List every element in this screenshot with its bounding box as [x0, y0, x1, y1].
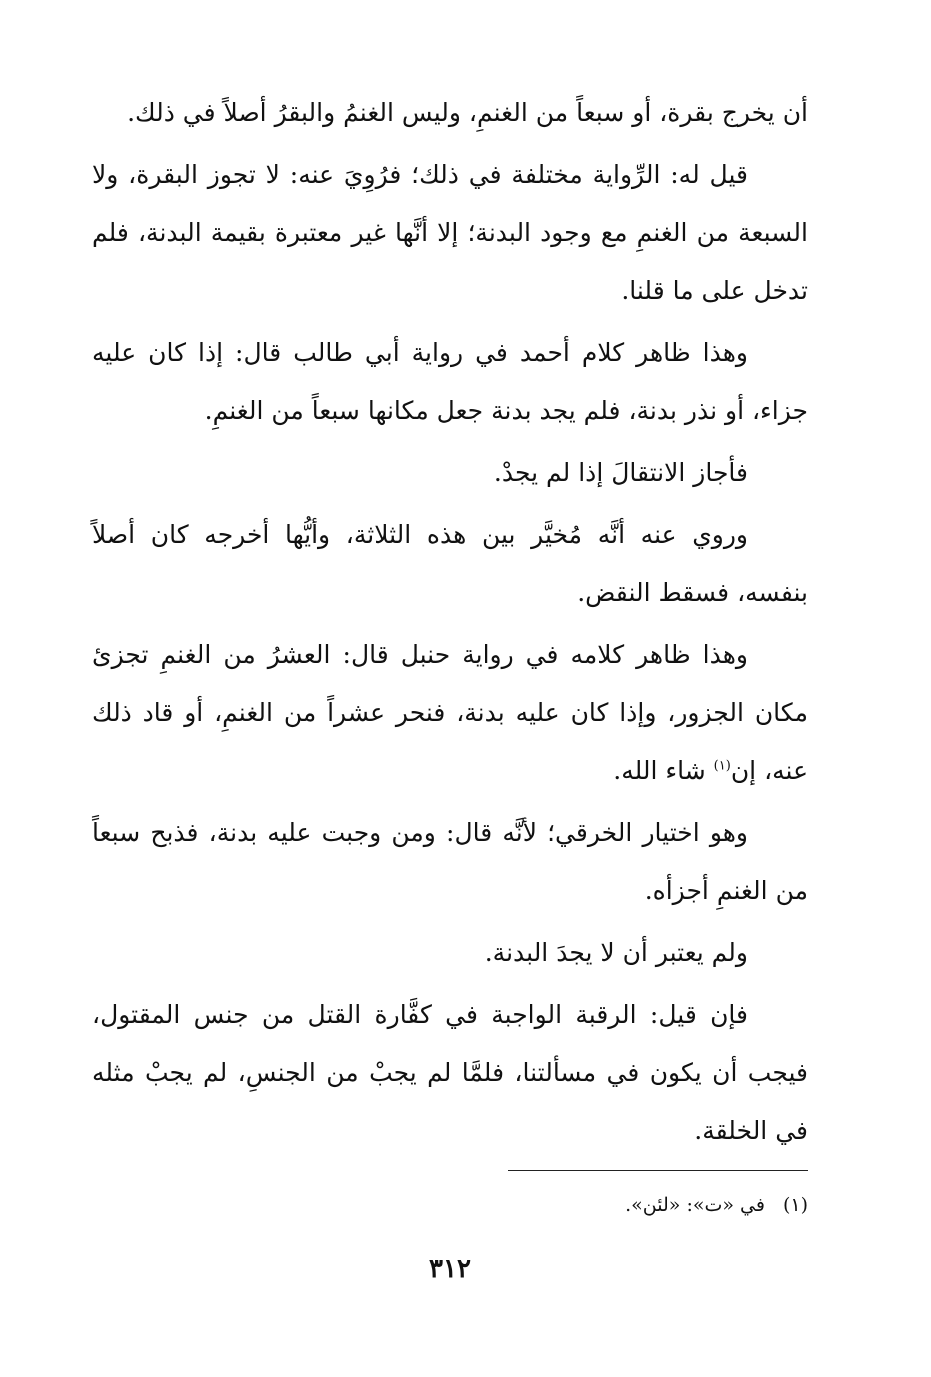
footnote-number: (١)	[782, 1194, 808, 1216]
footnote-reference[interactable]: (١)	[713, 758, 731, 774]
paragraph-6-text: وهذا ظاهر كلامه في رواية حنبل قال: العشرُ من الغنمِ تجزئ مكان الجزور، وإذا كان عليه بدنة، فنحر عشراً من الغنمِ، أو قاد ذلك عنه، إن	[92, 640, 808, 785]
paragraph-4: فأجاز الانتقالَ إذا لم يجدْ.	[493, 458, 748, 487]
paragraph-3: وهذا ظاهر كلام أحمد في رواية أبي طالب قال: إذا كان عليه جزاء، أو نذر بدنة، فلم يجد بدنة جعل مكانها سبعاً من الغنمِ.	[92, 338, 808, 425]
footnote	[92, 1188, 808, 1222]
footnote-divider	[508, 1170, 808, 1171]
paragraph-6	[92, 626, 808, 800]
paragraph-8: ولم يعتبر أن لا يجدَ البدنة.	[484, 938, 748, 967]
footnote-text: في «ت»: «لئن».	[625, 1194, 765, 1216]
page-number: ٣١٢	[429, 1254, 471, 1284]
paragraph-6-tail: شاء الله.	[613, 756, 706, 785]
paragraph-9: فإن قيل: الرقبة الواجبة في كفَّارة القتل من جنس المقتول، فيجب أن يكون في مسألتنا، فلمَّا لم يجبْ من الجنسِ، لم يجبْ مثله في الخلقة.	[92, 1000, 808, 1145]
paragraph-2: قيل له: الرِّواية مختلفة في ذلك؛ فرُوِيَ عنه: لا تجوز البقرة، ولا السبعة من الغنمِ مع وجود البدنة؛ إلا أنَّها غير معتبرة بقيمة البدنة، فلم تدخل على ما قلنا.	[92, 160, 808, 305]
main-text	[92, 84, 808, 1160]
paragraph-1: أن يخرج بقرة، أو سبعاً من الغنمِ، وليس الغنمُ والبقرُ أصلاً في ذلك.	[127, 98, 808, 127]
document-page	[92, 84, 808, 1304]
paragraph-7: وهو اختيار الخرقي؛ لأنَّه قال: ومن وجبت عليه بدنة، فذبح سبعاً من الغنمِ أجزأه.	[92, 818, 808, 905]
paragraph-5: وروي عنه أنَّه مُخيَّر بين هذه الثلاثة، وأيُّها أخرجه كان أصلاً بنفسه، فسقط النقض.	[92, 520, 808, 607]
